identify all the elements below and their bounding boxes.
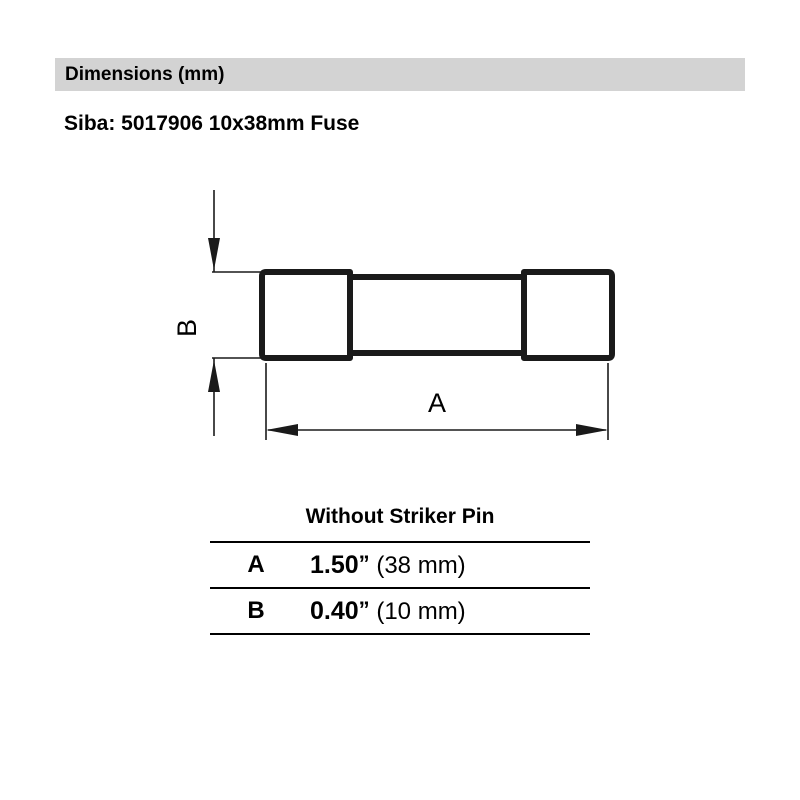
dimensions-header-band xyxy=(55,58,745,91)
fuse-dimension-drawing xyxy=(0,150,800,480)
table-cell-value xyxy=(302,588,590,634)
dimension-label-a: A xyxy=(427,388,447,418)
inch-mark: ” xyxy=(358,596,370,622)
fuse-body-outline xyxy=(262,272,612,358)
value-inches: 1.50 xyxy=(310,550,359,579)
dimensions-header-label: Dimensions (mm) xyxy=(65,63,225,85)
part-subtitle: Siba: 5017906 10x38mm Fuse xyxy=(64,112,360,135)
value-inches: 0.40 xyxy=(310,596,359,625)
dimension-arrows-b xyxy=(208,238,220,392)
dimension-label-b: B xyxy=(172,318,202,338)
dimension-table xyxy=(210,541,590,635)
value-metric: (38 mm) xyxy=(376,551,466,579)
table-cell-value xyxy=(302,542,590,588)
dimension-table-title: Without Striker Pin xyxy=(305,505,495,528)
dimension-table-wrapper xyxy=(210,505,590,635)
extension-lines xyxy=(212,190,608,440)
table-cell-key: B xyxy=(210,588,302,634)
table-cell-key: A xyxy=(210,542,302,588)
inch-mark: ” xyxy=(358,550,370,576)
table-row xyxy=(210,588,590,634)
table-row xyxy=(210,542,590,588)
value-metric: (10 mm) xyxy=(376,597,466,625)
